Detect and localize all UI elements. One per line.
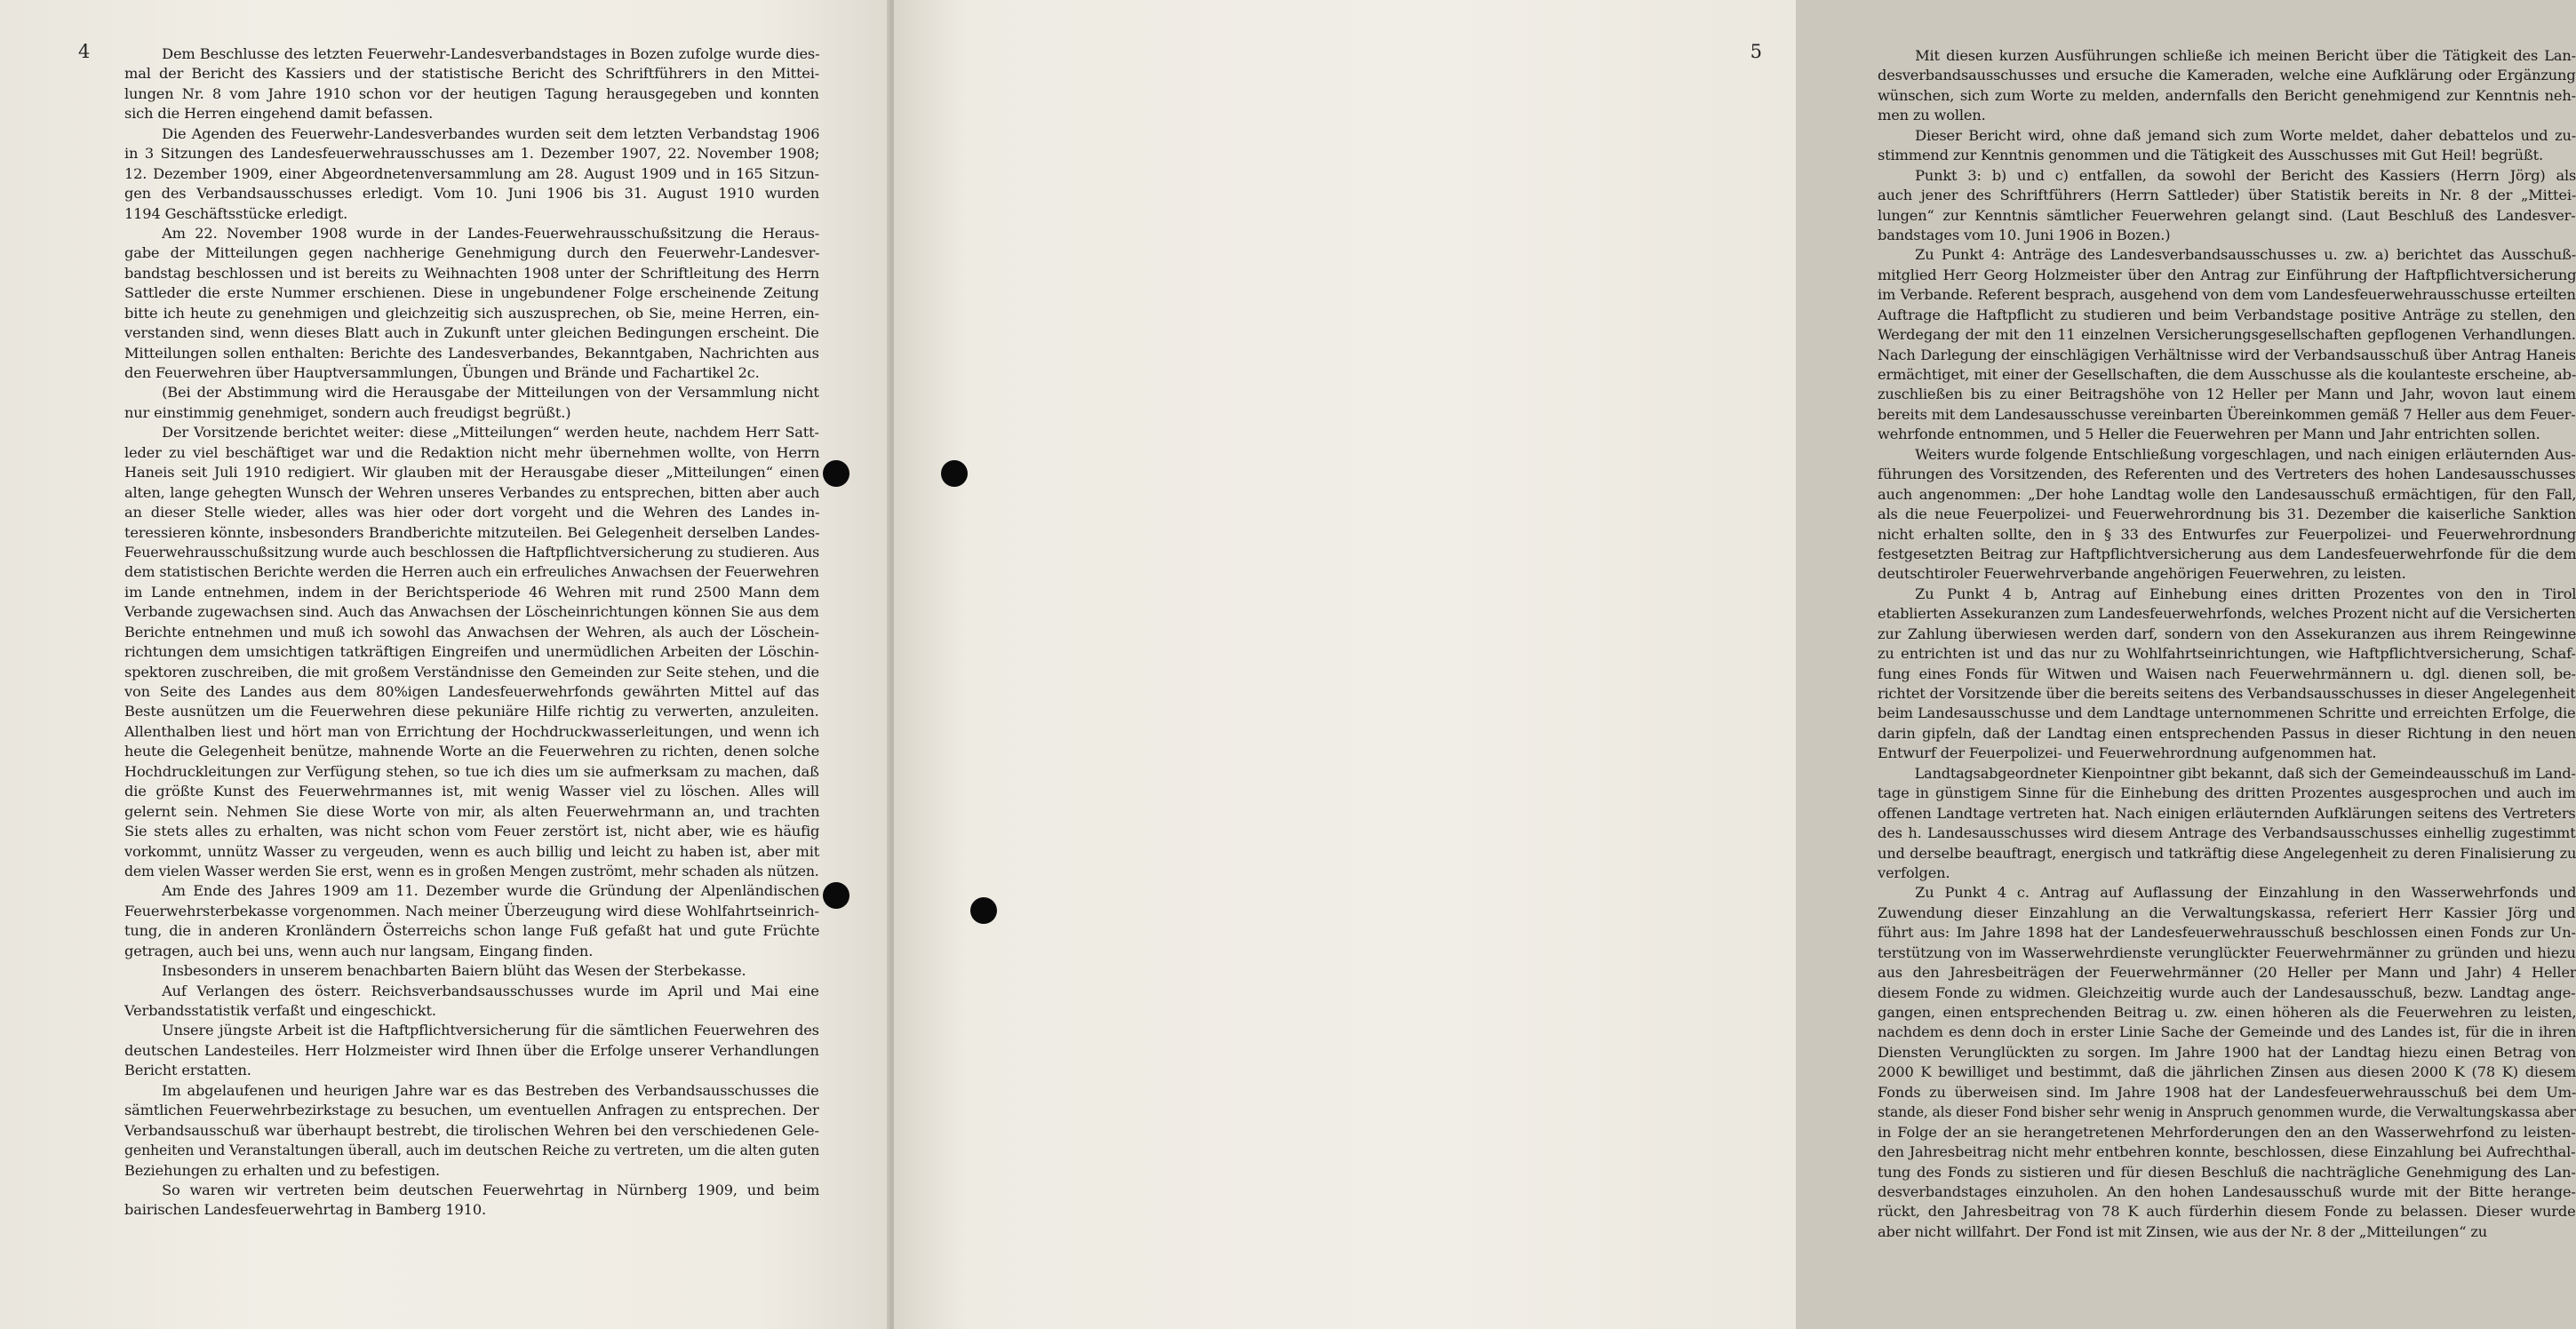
text-line: Unsere jüngste Arbeit ist die Haftpflichtversicherung für die sämtlichen Feuerwehren des [162,1022,819,1039]
text-line: bitte ich heute zu genehmigen und gleichzeitig sich auszusprechen, ob Sie, meine Herren, ein- [124,304,819,322]
text-line: Feuerwehrsterbekasse vorgenommen. Nach meiner Überzeugung wird diese Wohlfahrtseinrich- [124,902,819,919]
paragraph [124,1181,819,1221]
text-line: lungen Nr. 8 vom Jahre 1910 schon vor der heutigen Tagung herausgegeben und konnten [124,84,819,102]
punch-hole [941,460,968,487]
text-line: Beziehungen zu erhalten und zu befestigen. [124,1161,441,1179]
text-line: verstanden sind, wenn dieses Blatt auch in Zukunft unter gleichen Bedingungen erscheint. Die [124,324,819,342]
text-line: Mitteilungen sollen enthalten: Berichte des Landesverbandes, Bekanntgaben, Nachrichten aus [124,344,819,362]
text-line: Zu Punkt 4 c. Antrag auf Auflassung der Einzahlung in den Wasserwehrfonds und [1915,884,2576,902]
text-line: Haneis seit Juli 1910 redigiert. Wir glauben mit der Herausgabe dieser „Mitteilungen“ einen [124,464,819,481]
paragraph [1878,245,2576,444]
text-line: desverbandsausschusses und ersuche die Kameraden, welche eine Aufklärung oder Ergänzung [1878,67,2576,84]
paragraph [1878,46,2576,126]
text-line: die größte Kunst des Feuerwehrmannes ist, mit wenig Wasser viel zu löschen. Alles will [124,783,820,800]
text-line: terstützung von im Wasserwehrdienste verunglückter Feuerwehrmänner zu gründen und hiezu [1878,943,2576,961]
text-line: Entwurf der Feuerpolizei- und Feuerwehrordnung aufgenommen hat. [1878,744,2377,762]
text-line: Auftrage die Haftpflicht zu studieren und beim Verbandstage positive Anträge zu stellen, den [1878,306,2576,323]
text-line: Feuerwehrausschußsitzung wurde auch beschlossen die Haftpflichtversicherung zu studieren. Aus [124,543,820,561]
text-line: Zuwendung dieser Einzahlung an die Verwaltungskassa, referiert Herr Kassier Jörg und [1878,903,2576,921]
punch-hole [970,897,997,924]
text-line: teressieren könnte, insbesonders Brandberichte mitzuteilen. Bei Gelegenheit derselben Landes- [124,523,820,541]
paragraph [1878,883,2576,1242]
text-line: Berichte entnehmen und muß ich sowohl das Anwachsen der Wehren, als auch der Löschein- [124,623,819,641]
text-line: leder zu viel beschäftiget war und die Redaktion nicht mehr übernehmen wollte, von Herrn [124,443,820,461]
text-line: sämtlichen Feuerwehrbezirkstage zu besuchen, um eventuellen Anfragen zu entsprechen. Der [124,1102,819,1119]
left-page [0,0,890,1329]
paragraph [124,961,819,981]
text-line: gen des Verbandsausschusses erledigt. Vom 10. Juni 1906 bis 31. August 1910 wurden [124,185,820,203]
text-line: So waren wir vertreten beim deutschen Feuerwehrtag in Nürnberg 1909, und beim [162,1181,820,1198]
text-line: Sie stets alles zu erhalten, was nicht schon vom Feuer zerstört ist, nicht aber, wie es häufig [124,823,820,840]
text-line: Mit diesen kurzen Ausführungen schließe ich meinen Bericht über die Tätigkeit des Lan- [1915,47,2576,64]
paragraph [124,383,819,423]
text-line: Diensten Verunglückten zu sorgen. Im Jahre 1900 hat der Landtag hiezu einen Betrag von [1878,1043,2576,1061]
text-line: dem statistischen Berichte werden die Herren auch ein erfreuliches Anwachsen der Feuerwehren [124,563,819,581]
text-line: 12. Dezember 1909, einer Abgeordnetenversammlung am 28. August 1909 und in 165 Sitzun- [124,164,819,182]
text-line: den Jahresbeitrag nicht mehr entbehren konnte, beschlossen, diese Einzahlung bei Aufrechthal- [1878,1143,2576,1161]
text-line: wehrfonde entnommen, und 5 Heller die Feuerwehren per Mann und Jahr entrichten sollen. [1878,426,2540,443]
page-number-left: 4 [78,41,91,62]
text-line: Zu Punkt 4 b, Antrag auf Einhebung eines dritten Prozentes von den in Tirol [1915,585,2576,602]
text-line: lungen“ zur Kenntnis sämtlicher Feuerwehren gelangt sind. (Laut Beschluß des Landesver- [1878,206,2576,224]
right-page-body [1878,46,2576,1242]
text-line: Allenthalben liest und hört man von Errichtung der Hochdruckwasserleitungen, und wenn ich [124,722,820,740]
text-line: wünschen, sich zum Worte zu melden, andernfalls den Bericht genehmigend zur Kenntnis neh- [1878,86,2576,104]
paragraph [1878,585,2576,764]
text-line: men zu wollen. [1878,107,1986,124]
text-line: 1194 Geschäftsstücke erledigt. [124,204,348,222]
text-line: Am Ende des Jahres 1909 am 11. Dezember wurde die Gründung der Alpenländischen [162,882,820,900]
text-line: (Bei der Abstimmung wird die Herausgabe der Mitteilungen von der Versammlung nicht [162,384,819,402]
text-line: mitglied Herr Georg Holzmeister über den Antrag zur Einführung der Haftpflichtversicherung [1878,266,2576,283]
text-line: führungen des Vorsitzenden, des Referenten und des Vertreters des hohen Landesausschusses [1878,466,2576,483]
text-line: tung, die in anderen Kronländern Österreichs schon lange Fuß gefaßt hat und gute Früchte [124,922,820,940]
paragraph [1878,126,2576,166]
paragraph [124,423,819,881]
text-line: spektoren zuschreiben, die mit großem Verständnisse den Gemeinden zur Seite stehen, und die [124,663,819,680]
paragraph [124,1021,819,1080]
text-line: stimmend zur Kenntnis genommen und die Tätigkeit des Ausschusses mit Gut Heil! begrüßt. [1878,147,2543,164]
text-line: 2000 K bewilliget und bestimmt, daß die jährlichen Zinsen aus diesen 2000 K (78 K) diesem [1878,1063,2576,1081]
paragraph [124,44,819,124]
text-line: zur Zahlung überwiesen werden darf, sondern von den Assekuranzen aus ihrem Reingewinne [1878,625,2576,642]
text-line: fung eines Fonds für Witwen und Waisen nach Feuerwehrmännern u. dgl. dienen soll, be- [1878,664,2576,682]
text-line: führt aus: Im Jahre 1898 hat der Landesfeuerwehrausschuß beschlossen einen Fonds zur Un- [1878,924,2576,942]
paragraph [1878,166,2576,246]
text-line: Die Agenden des Feuerwehr-Landesverbandes wurden seit dem letzten Verbandstag 1906 [162,124,820,142]
text-line: Insbesonders in unserem benachbarten Baiern blüht das Wesen der Sterbekasse. [162,962,746,980]
text-line: zuschließen bis zu einer Beitragshöhe von 12 Heller per Mann und Jahr, wovon laut einem [1878,386,2576,403]
text-line: diesem Fonde zu widmen. Gleichzeitig wurde auch der Landesausschuß, bezw. Landtag ange- [1878,983,2576,1001]
text-line: bandstages vom 10. Juni 1906 in Bozen.) [1878,226,2171,243]
text-line: Beste ausnützen um die Feuerwehren diese pekuniäre Hilfe richtig zu verwerten, anzuleiten. [124,703,819,720]
paragraph [124,1081,819,1181]
paragraph [124,224,819,384]
text-line: rückt, den Jahresbeitrag von 78 K auch fürderhin diesem Fonde zu belassen. Dieser wurde [1878,1203,2576,1221]
text-line: offenen Landtage vertreten hat. Nach einigen erläuternden Aufklärungen seitens des Vertreters [1878,804,2576,822]
text-line: gelernt sein. Nehmen Sie diese Worte von mir, als alten Feuerwehrmann an, und trachten [124,802,820,820]
text-line: zu entrichten ist und das nur zu Wohlfahrtseinrichtungen, wie Haftpflichtversicherung, Schaf- [1878,645,2576,663]
text-line: bairischen Landesfeuerwehrtag in Bamberg 1910. [124,1201,486,1219]
text-line: stande, als dieser Fond bisher sehr wenig in Anspruch genommen wurde, die Verwaltungskassa aber [1878,1103,2576,1121]
punch-hole [823,460,849,487]
text-line: gabe der Mitteilungen gegen nachherige Genehmigung durch den Feuerwehr-Landesver- [124,244,820,262]
page-number-right: 5 [1750,41,1762,62]
paragraph [1878,764,2576,884]
text-line: Der Vorsitzende berichtet weiter: diese „Mitteilungen“ werden heute, nachdem Herr Satt- [162,424,819,442]
text-line: Hochdruckleitungen zur Verfügung stehen, so tue ich dies um sie aufmerksam zu machen, daß [124,762,819,780]
paragraph [124,124,819,224]
text-line: darin gipfeln, daß der Landtag einen entsprechenden Passus in dieser Richtung in den neuen [1878,724,2576,742]
paragraph [124,881,819,961]
text-line: Am 22. November 1908 wurde in der Landes-Feuerwehrausschußsitzung die Heraus- [162,224,820,242]
text-line: deutschtiroler Feuerwehrverbande angehörigen Feuerwehren, zu leisten. [1878,565,2406,583]
text-line: Verbandsstatistik verfaßt und eingeschickt. [124,1002,436,1019]
text-line: im Verbande. Referent besprach, ausgehend von dem vom Landesfeuerwehrausschusse erteilten [1878,286,2576,304]
text-line: aber nicht willfahrt. Der Fond ist mit Zinsen, wie aus der Nr. 8 der „Mitteilungen“ zu [1878,1222,2488,1240]
text-line: aus den Jahresbeiträgen der Feuerwehrmänner (20 Heller per Mann und Jahr) 4 Heller [1878,964,2576,982]
text-line: gangen, einen entsprechenden Beitrag u. zw. einen höheren als die Feuerwehren zu leisten, [1878,1004,2576,1021]
text-line: tung des Fonds zu sistieren und für diesen Beschluß die nachträgliche Genehmigung des Lan- [1878,1163,2576,1181]
text-line: Dieser Bericht wird, ohne daß jemand sich zum Worte meldet, daher debattelos und zu- [1915,126,2576,144]
text-line: mal der Bericht des Kassiers und der statistische Bericht des Schriftführers in den Mittei- [124,65,820,83]
text-line: des h. Landesausschusses wird diesem Antrage des Verbandsausschusses einhellig zugestimmt [1878,824,2576,842]
right-page [894,0,2576,1329]
text-line: Verbandsausschuß war überhaupt bestrebt, die tirolischen Wehren bei den verschiedenen Gele- [124,1121,819,1139]
text-line: alten, lange gehegten Wunsch der Wehren unseres Verbandes zu entsprechen, bitten aber auch [124,483,820,501]
text-line: Punkt 3: b) und c) entfallen, da sowohl der Bericht des Kassiers (Herrn Jörg) als [1915,166,2576,184]
text-line: Fonds zu überweisen sind. Im Jahre 1908 hat der Landesfeuerwehrausschuß bei dem Um- [1878,1083,2576,1101]
text-line: von Seite des Landes aus dem 80%igen Landesfeuerwehrfonds gewährten Mittel auf das [124,683,819,700]
text-line: Im abgelaufenen und heurigen Jahre war es das Bestreben des Verbandsausschusses die [162,1081,819,1099]
text-line: desverbandstages einzuholen. An den hohen Landesausschuß wurde mit der Bitte herange- [1878,1182,2576,1200]
text-line: den Feuerwehren über Hauptversammlungen, Übungen und Brände und Fachartikel 2c. [124,364,760,381]
text-line: bandstag beschlossen und ist bereits zu Weihnachten 1908 unter der Schriftleitung des Herrn [124,264,820,282]
text-line: als die neue Feuerpolizei- und Feuerwehrordnung bis 31. Dezember die kaiserliche Sanktion [1878,505,2576,523]
punch-hole [823,882,849,909]
text-line: genheiten und Veranstaltungen überall, auch im deutschen Reiche zu vertreten, um die alten guten [124,1142,820,1159]
text-line: Zu Punkt 4: Anträge des Landesverbandsausschusses u. zw. a) berichtet das Ausschuß- [1915,246,2576,264]
text-line: bereits mit dem Landesausschusse vereinbarten Übereinkommen gemäß 7 Heller aus dem Feuer- [1878,405,2576,423]
text-line: richtet der Vorsitzende über die bereits seitens des Verbandsausschusses in dieser Angelegenheit [1878,685,2576,702]
text-line: nur einstimmig genehmiget, sondern auch freudigst begrüßt.) [124,403,571,421]
text-line: richtungen dem umsichtigen tatkräftigen Eingreifen und unermüdlichen Arbeiten der Löschin- [124,643,819,661]
text-line: heute die Gelegenheit benütze, mahnende Worte an die Feuerwehren zu richten, denen solche [124,743,820,760]
text-line: festgesetzten Beitrag zur Haftpflichtversicherung aus dem Landesfeuerwehrfonde für die dem [1878,545,2576,562]
text-line: in 3 Sitzungen des Landesfeuerwehrausschusses am 1. Dezember 1907, 22. November 1908; [124,145,820,163]
text-line: ermächtiget, mit einer der Gesellschaften, die dem Ausschusse als die koulanteste erscheine, ab- [1878,366,2576,383]
text-line: in Folge der an sie herangetretenen Mehrforderungen den an den Wasserwehrfond zu leisten- [1878,1123,2576,1141]
paragraph [124,982,819,1022]
text-line: Bericht erstatten. [124,1062,251,1079]
text-line: Verbande zugewachsen sind. Auch das Anwachsen der Löscheinrichtungen können Sie aus dem [124,603,819,621]
text-line: im Lande entnehmen, indem in der Berichtsperiode 46 Wehren mit rund 2500 Mann dem [124,583,820,601]
left-page-body [124,44,819,1221]
paragraph [1878,445,2576,585]
text-line: auch jener des Schriftführers (Herrn Sattleder) über Statistik bereits in Nr. 8 der „Mittei- [1878,187,2576,204]
text-line: Landtagsabgeordneter Kienpointner gibt bekannt, daß sich der Gemeindeausschuß im Land- [1914,764,2576,782]
text-line: tage in günstigem Sinne für die Einhebung des dritten Prozentes ausgesprochen und auch im [1878,784,2576,802]
text-line: und derselbe beauftragt, energisch und tatkräftig diese Angelegenheit zu deren Finalisierung zu [1878,844,2576,862]
text-line: Sattleder die erste Nummer erschienen. Diese in ungebundener Folge erscheinende Zeitung [124,284,819,302]
text-line: verfolgen. [1878,863,1950,881]
text-line: vorkommt, unnütz Wasser zu vergeuden, wenn es auch billig und leicht zu haben ist, aber mit [124,842,820,860]
text-line: etablierten Assekuranzen zum Landesfeuerwehrfonds, welches Prozent nicht auf die Versicherten [1878,605,2576,623]
text-line: Weiters wurde folgende Entschließung vorgeschlagen, und nach einigen erläuternden Aus- [1915,445,2576,463]
text-line: Nach Darlegung der einschlägigen Verhältnisse wird der Verbandsausschuß über Antrag Haneis [1878,346,2576,363]
text-line: auch angenommen: „Der hohe Landtag wolle den Landesausschuß ermächtigen, für den Fall, [1878,485,2576,503]
text-line: nicht erhalten sollte, den in § 33 des Entwurfes zur Feuerpolizei- und Feuerwehrordnung [1878,525,2576,543]
text-line: nachdem es denn doch in erster Linie Sache der Gemeinde und des Landes ist, für die in ihren [1878,1023,2576,1041]
text-line: Auf Verlangen des österr. Reichsverbandsausschusses wurde im April und Mai eine [162,982,819,999]
text-line: Werdegang der mit den 11 einzelnen Versicherungsgesellschaften gepflogenen Verhandlungen. [1878,326,2576,344]
text-line: Dem Beschlusse des letzten Feuerwehr-Landesverbandstages in Bozen zufolge wurde dies- [162,45,820,62]
text-line: an dieser Stelle wieder, alles was hier oder dort vorgeht und die Wehren des Landes in- [124,504,820,521]
text-line: deutschen Landesteiles. Herr Holzmeister wird Ihnen über die Erfolge unserer Verhandlungen [124,1041,819,1059]
text-line: beim Landesausschusse und dem Landtage unternommenen Schritte und erreichten Erfolge, die [1878,704,2576,722]
text-line: dem vielen Wasser werden Sie erst, wenn es in großen Mengen zuströmt, mehr schaden als nützen. [124,862,819,879]
text-line: getragen, auch bei uns, wenn auch nur langsam, Eingang finden. [124,942,594,959]
text-line: sich die Herren eingehend damit befassen. [124,105,434,123]
